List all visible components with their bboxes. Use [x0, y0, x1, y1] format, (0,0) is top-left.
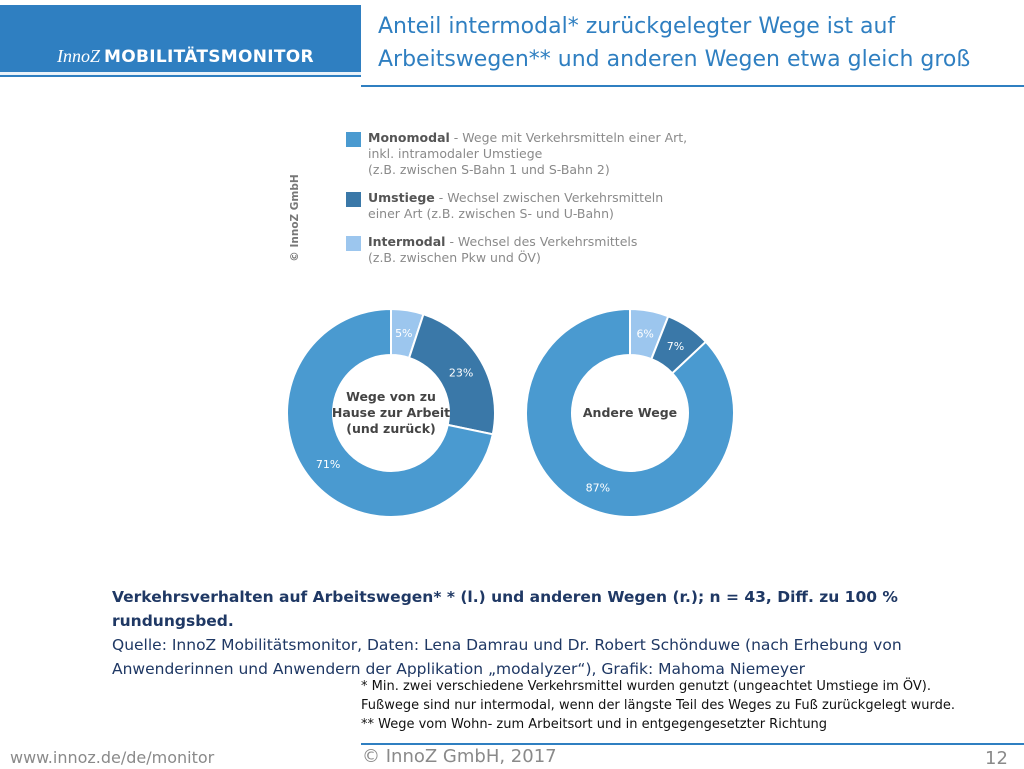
- footer-rule: [361, 743, 1024, 745]
- donut-2-center-label: Andere Wege: [582, 405, 678, 420]
- donut-1-center-label: Wege von zu Hause zur Arbeit (und zurück): [331, 389, 451, 436]
- footnote-3: ** Wege vom Wohn- zum Arbeitsort und in entgegengesetzter Richtung: [361, 717, 828, 732]
- legend-label-intermodal: Intermodal: [368, 234, 446, 249]
- footnote-2: Fußwege sind nur intermodal, wenn der längste Teil des Weges zu Fuß zurückgelegt wurde.: [361, 698, 956, 713]
- slide-title-line-1: Anteil intermodal* zurückgelegter Wege ist auf: [378, 14, 896, 39]
- donut-1-label-umstiege: 23%: [448, 366, 474, 380]
- footnotes: [361, 677, 1011, 734]
- legend-label-umstiege: Umstiege: [368, 190, 435, 205]
- legend-desc-intermodal: - Wechsel des Verkehrsmittels (z.B. zwischen Pkw und ÖV): [368, 234, 638, 265]
- donut-2-label-intermodal: 6%: [636, 327, 654, 341]
- footer-url: www.innoz.de/de/monitor: [10, 748, 215, 767]
- caption-source: Quelle: InnoZ Mobilitätsmonitor, Daten: Lena Damrau und Dr. Robert Schönduwe (nach Erhebung von Anwenderinnen und Anwendern der Applikation „modalyzer“), Grafik: Mahoma Niemeyer: [112, 636, 902, 678]
- page-number: 12: [985, 748, 1008, 769]
- legend-desc-monomodal: - Wege mit Verkehrsmitteln einer Art, inkl. intramodaler Umstiege (z.B. zwischen S-Bahn 1 und S-Bahn 2): [368, 130, 688, 177]
- donut-2-label-umstiege: 7%: [666, 340, 685, 354]
- footer-copyright: © InnoZ GmbH, 2017: [362, 746, 557, 767]
- donut-1-label-intermodal: 5%: [395, 327, 413, 341]
- footnote-1: * Min. zwei verschiedene Verkehrsmittel wurden genutzt (ungeachtet Umstiege im ÖV).: [361, 679, 931, 694]
- legend-desc-umstiege: - Wechsel zwischen Verkehrsmitteln einer Art (z.B. zwischen S- und U-Bahn): [368, 190, 664, 221]
- vertical-copyright: © InnoZ GmbH: [289, 174, 301, 262]
- brand-prefix: InnoZ: [57, 46, 101, 66]
- figure-caption: [112, 585, 992, 681]
- brand-name: MOBILITÄTSMONITOR: [104, 47, 314, 67]
- caption-title: Verkehrsverhalten auf Arbeitswegen* * (l.) und anderen Wegen (r.); n = 43, Diff. zu 100 % rundungsbed.: [112, 588, 898, 630]
- slide-title-line-2: Arbeitswegen** und anderen Wegen etwa gleich groß: [378, 47, 971, 72]
- donut-1-label-monomodal: 71%: [315, 458, 341, 472]
- legend-label-monomodal: Monomodal: [368, 130, 450, 145]
- donut-2-label-monomodal: 87%: [585, 481, 611, 495]
